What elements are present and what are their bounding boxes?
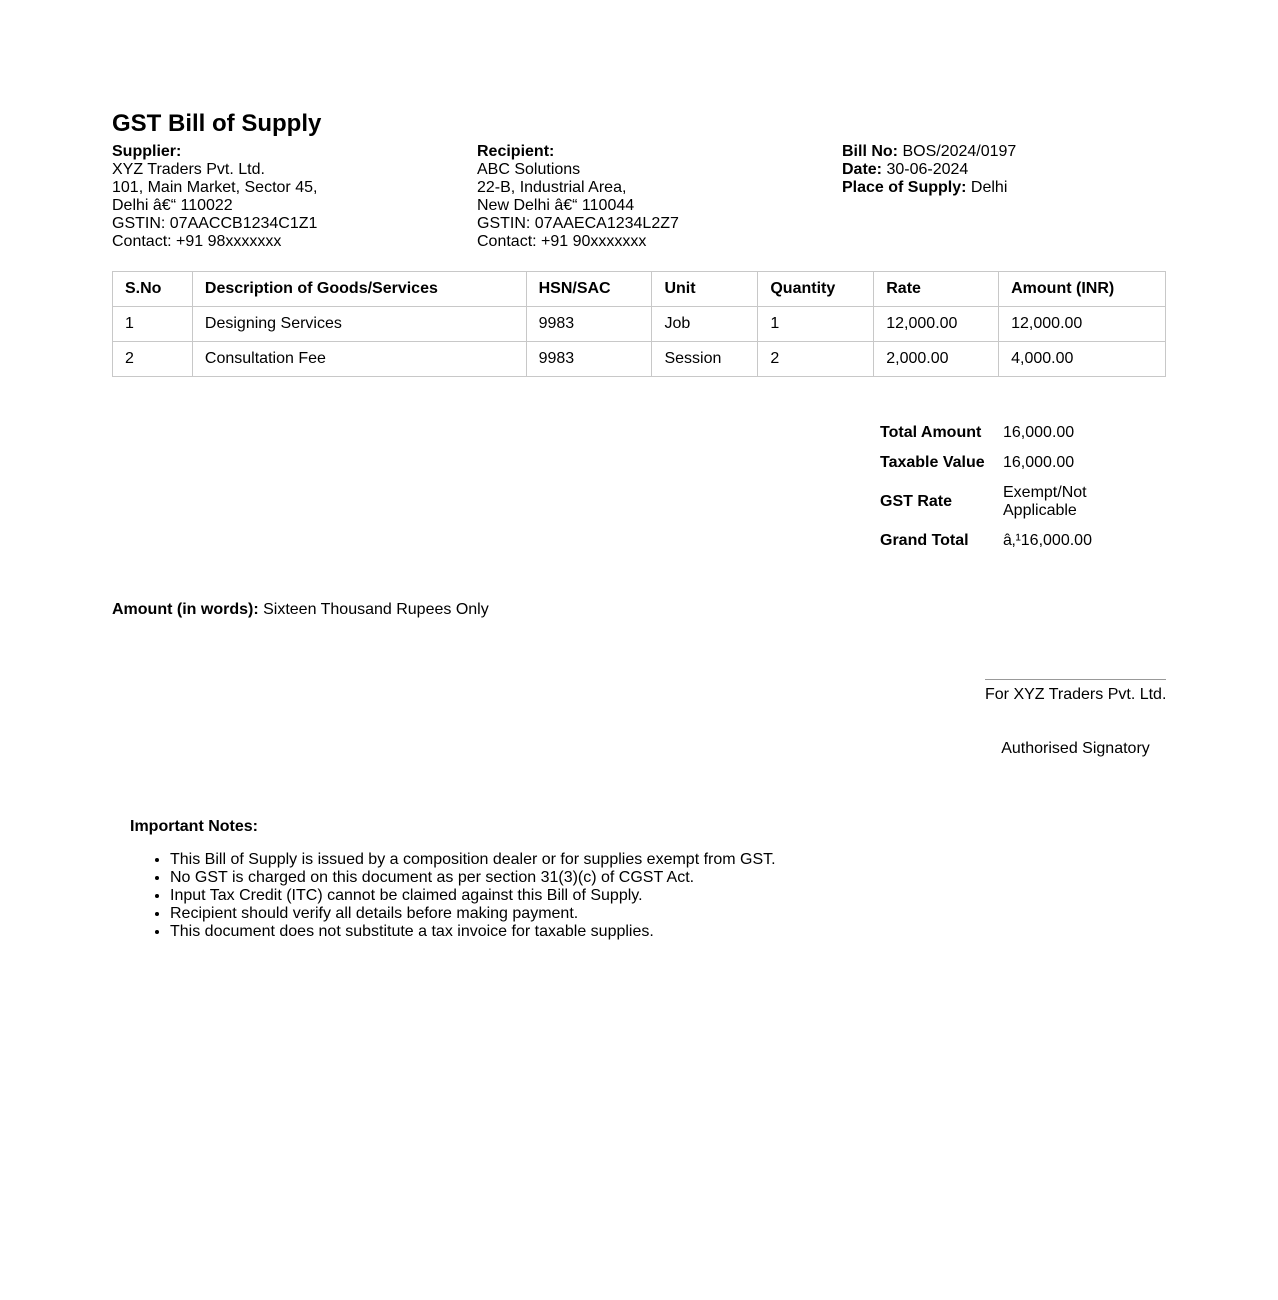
items-table bbox=[112, 271, 1166, 377]
supplier-block bbox=[112, 143, 317, 251]
totals-row-total-amount bbox=[872, 418, 1105, 448]
cell-unit: Job bbox=[652, 307, 758, 342]
gst-rate-label: GST Rate bbox=[880, 493, 953, 510]
table-row bbox=[113, 307, 1166, 342]
place-of-supply-value: Delhi bbox=[970, 179, 1008, 196]
column-header-hsn-sac: HSN/SAC bbox=[526, 272, 652, 307]
list-item: • No GST is charged on this document as per section 31(3)(c) of CGST Act. bbox=[170, 869, 776, 887]
recipient-contact: Contact: +91 90xxxxxxx bbox=[477, 233, 647, 250]
supplier-address-line-1: 101, Main Market, Sector 45, bbox=[112, 179, 318, 196]
column-header-unit: Unit bbox=[652, 272, 758, 307]
bill-date-label: Date: bbox=[842, 161, 883, 178]
cell-description: Designing Services bbox=[192, 307, 526, 342]
signature-block bbox=[985, 679, 1166, 758]
amount-in-words-label: Amount (in words): bbox=[112, 601, 259, 618]
cell-rate: 12,000.00 bbox=[874, 307, 999, 342]
authorised-signatory-label: Authorised Signatory bbox=[1001, 740, 1150, 757]
cell-amount: 12,000.00 bbox=[999, 307, 1166, 342]
list-item: • Recipient should verify all details before making payment. bbox=[170, 905, 776, 923]
place-of-supply-row bbox=[842, 179, 1016, 197]
bill-number-value: BOS/2024/0197 bbox=[902, 143, 1017, 160]
column-header-description: Description of Goods/Services bbox=[192, 272, 526, 307]
bill-date-row bbox=[842, 161, 1016, 179]
table-row bbox=[113, 342, 1166, 377]
amount-in-words bbox=[112, 601, 489, 619]
taxable-value-label: Taxable Value bbox=[880, 454, 985, 471]
cell-description: Consultation Fee bbox=[192, 342, 526, 377]
totals-row-taxable-value bbox=[872, 448, 1105, 478]
list-item: • This document does not substitute a tax invoice for taxable supplies. bbox=[170, 923, 776, 941]
bill-date-value: 30-06-2024 bbox=[886, 161, 969, 178]
list-item: • This Bill of Supply is issued by a composition dealer or for supplies exempt from GST. bbox=[170, 851, 776, 869]
bill-info-block bbox=[842, 143, 1016, 197]
column-header-rate: Rate bbox=[874, 272, 999, 307]
column-header-amount: Amount (INR) bbox=[999, 272, 1166, 307]
notes-heading: Important Notes: bbox=[130, 818, 258, 835]
supplier-gstin: GSTIN: 07AACCB1234C1Z1 bbox=[112, 215, 318, 232]
signature-for-text: For XYZ Traders Pvt. Ltd. bbox=[985, 686, 1167, 703]
bill-number-label: Bill No: bbox=[842, 143, 898, 160]
supplier-label: Supplier: bbox=[112, 143, 182, 160]
cell-sno: 2 bbox=[113, 342, 193, 377]
cell-quantity: 2 bbox=[758, 342, 874, 377]
taxable-value-value: 16,000.00 bbox=[1003, 454, 1075, 471]
notes-list bbox=[130, 851, 776, 941]
recipient-gstin: GSTIN: 07AAECA1234L2Z7 bbox=[477, 215, 679, 232]
grand-total-value: â‚¹16,000.00 bbox=[1003, 532, 1092, 549]
cell-unit: Session bbox=[652, 342, 758, 377]
list-item: • Input Tax Credit (ITC) cannot be claimed against this Bill of Supply. bbox=[170, 887, 776, 905]
totals-row-grand-total bbox=[872, 526, 1105, 556]
recipient-address-line-2: New Delhi â€“ 110044 bbox=[477, 197, 635, 214]
supplier-address-line-2: Delhi â€“ 110022 bbox=[112, 197, 233, 214]
column-header-sno: S.No bbox=[113, 272, 193, 307]
place-of-supply-label: Place of Supply: bbox=[842, 179, 967, 196]
cell-rate: 2,000.00 bbox=[874, 342, 999, 377]
cell-quantity: 1 bbox=[758, 307, 874, 342]
bill-number-row bbox=[842, 143, 1016, 161]
recipient-label: Recipient: bbox=[477, 143, 555, 160]
totals-table bbox=[872, 418, 1105, 556]
table-header-row bbox=[113, 272, 1166, 307]
cell-hsn-sac: 9983 bbox=[526, 342, 652, 377]
page-title: GST Bill of Supply bbox=[112, 110, 322, 137]
amount-in-words-value: Sixteen Thousand Rupees Only bbox=[263, 601, 489, 618]
cell-amount: 4,000.00 bbox=[999, 342, 1166, 377]
cell-hsn-sac: 9983 bbox=[526, 307, 652, 342]
recipient-name: ABC Solutions bbox=[477, 161, 581, 178]
recipient-address-line-1: 22-B, Industrial Area, bbox=[477, 179, 627, 196]
supplier-contact: Contact: +91 98xxxxxxx bbox=[112, 233, 282, 250]
supplier-name: XYZ Traders Pvt. Ltd. bbox=[112, 161, 265, 178]
total-amount-label: Total Amount bbox=[880, 424, 982, 441]
column-header-quantity: Quantity bbox=[758, 272, 874, 307]
total-amount-value: 16,000.00 bbox=[1003, 424, 1075, 441]
cell-sno: 1 bbox=[113, 307, 193, 342]
recipient-block bbox=[477, 143, 679, 251]
totals-row-gst-rate bbox=[872, 478, 1105, 526]
grand-total-label: Grand Total bbox=[880, 532, 969, 549]
gst-rate-value: Exempt/Not Applicable bbox=[1003, 484, 1087, 519]
important-notes bbox=[130, 818, 776, 941]
